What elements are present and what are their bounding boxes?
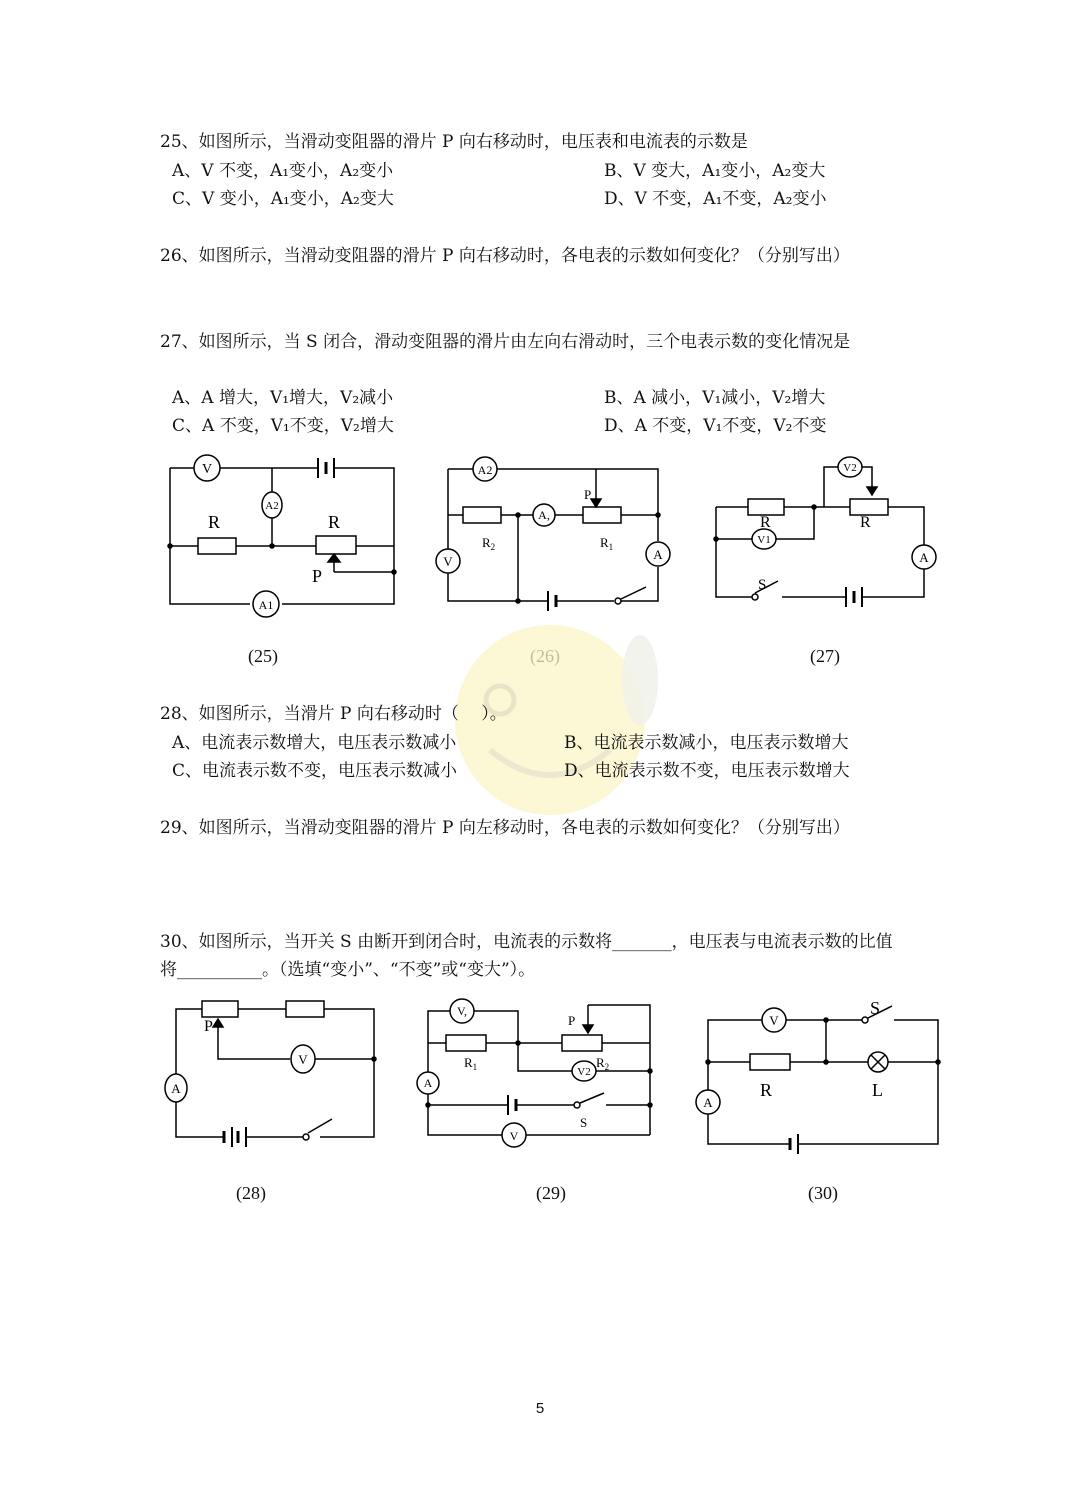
- ammeter-a-label: A: [653, 547, 663, 562]
- r2-label: $R_2$: [596, 1055, 610, 1072]
- q25-option-a: A、V 不变，A₁变小，A₂变小: [172, 161, 394, 181]
- figure-caption-27: (27): [810, 646, 840, 666]
- ammeter-a2-label: A2: [477, 463, 493, 477]
- q27-option-a: A、A 增大，V₁增大，V₂减小: [172, 388, 394, 408]
- rheostat-r-label: R: [328, 512, 341, 532]
- q28-option-d: D、电流表示数不变，电压表示数增大: [564, 761, 850, 781]
- question-28-stem: 28、如图所示，当滑片 P 向右移动时（ ）。: [160, 704, 507, 724]
- resistor-r-label: R: [760, 514, 771, 531]
- voltmeter-v2-label: V2: [577, 1066, 591, 1078]
- q27-option-c: C、A 不变，V₁不变，V₂增大: [172, 416, 394, 436]
- question-26-stem: 26、如图所示，当滑动变阻器的滑片 P 向右移动时，各电表的示数如何变化？（分别写出）: [160, 246, 850, 266]
- slider-p-label: P: [204, 1018, 213, 1035]
- circuit-diagram-25: [160, 450, 410, 624]
- q28-option-c: C、电流表示数不变，电压表示数减小: [172, 761, 458, 781]
- circuit-diagram-28: [160, 995, 390, 1159]
- ammeter-a2-label: A2: [265, 500, 279, 512]
- q27-option-b: B、A 减小，V₁减小，V₂增大: [604, 388, 826, 408]
- voltmeter-label: V: [443, 554, 453, 569]
- figure-caption-29: (29): [536, 1183, 566, 1203]
- resistor-r-label: R: [760, 1080, 773, 1100]
- voltmeter-v1-label: V1: [757, 534, 771, 546]
- q25-option-c: C、V 变小，A₁变小，A₂变大: [172, 189, 394, 209]
- circuit-diagram-26: [438, 455, 678, 619]
- r1-label: $R_1$: [600, 535, 614, 552]
- q28-option-a: A、电流表示数增大，电压表示数减小: [172, 733, 457, 753]
- circuit-diagram-30: [694, 990, 954, 1164]
- ammeter-a-label: A: [703, 1095, 713, 1110]
- lamp-l-label: L: [872, 1080, 883, 1100]
- q25-option-d: D、V 不变，A₁不变，A₂变小: [604, 189, 827, 209]
- figure-caption-30: (30): [808, 1183, 838, 1203]
- question-27-stem: 27、如图所示，当 S 闭合，滑动变阻器的滑片由左向右滑动时，三个电表示数的变化情况是: [160, 332, 851, 352]
- figure-caption-25: (25): [248, 646, 278, 666]
- voltmeter-v1-label: V,: [456, 1004, 468, 1018]
- q27-option-d: D、A 不变，V₁不变，V₂不变: [604, 416, 827, 436]
- slider-p-label: P: [568, 1013, 576, 1028]
- ammeter-a1-label: A1: [258, 598, 274, 612]
- q28-option-b: B、电流表示数减小，电压表示数增大: [564, 733, 849, 753]
- r1-label: $R_1$: [464, 1055, 478, 1072]
- figure-caption-28: (28): [236, 1183, 266, 1203]
- q25-option-b: B、V 变大，A₁变小，A₂变大: [604, 161, 826, 181]
- ammeter-a-label: A: [919, 550, 929, 565]
- r2-label: $R_2$: [482, 535, 496, 552]
- page-number: 5: [535, 1400, 545, 1417]
- circuit-diagram-29: [412, 995, 662, 1159]
- question-30-stem: 30、如图所示，当开关 S 由断开到闭合时，电流表的示数将_______，电压表与电流表示数的比值将__________。（选填“变小”、“不变”或“变大”）。: [160, 932, 893, 980]
- switch-s-label: S: [580, 1115, 588, 1130]
- switch-s-label: S: [870, 998, 881, 1018]
- voltmeter-v2-label: V2: [843, 462, 857, 474]
- ammeter-a1-label: A,: [538, 508, 550, 522]
- voltmeter-label: V: [298, 1052, 308, 1067]
- rheostat-r-label: R: [860, 514, 871, 531]
- question-25-stem: 25、如图所示，当滑动变阻器的滑片 P 向右移动时，电压表和电流表的示数是: [160, 132, 748, 152]
- voltmeter-v-label: V: [509, 1129, 519, 1143]
- ammeter-a-label: A: [423, 1076, 433, 1090]
- resistor-r-label: R: [208, 512, 221, 532]
- voltmeter-label: V: [769, 1013, 779, 1028]
- switch-s-label: S: [758, 577, 767, 593]
- ammeter-a-label: A: [171, 1081, 181, 1096]
- voltmeter-label: V: [201, 462, 213, 477]
- circuit-diagram-27: [710, 455, 950, 619]
- slider-p-label: P: [312, 566, 323, 586]
- slider-p-label: P: [584, 487, 592, 502]
- question-29-stem: 29、如图所示，当滑动变阻器的滑片 P 向左移动时，各电表的示数如何变化？（分别写出）: [160, 818, 850, 838]
